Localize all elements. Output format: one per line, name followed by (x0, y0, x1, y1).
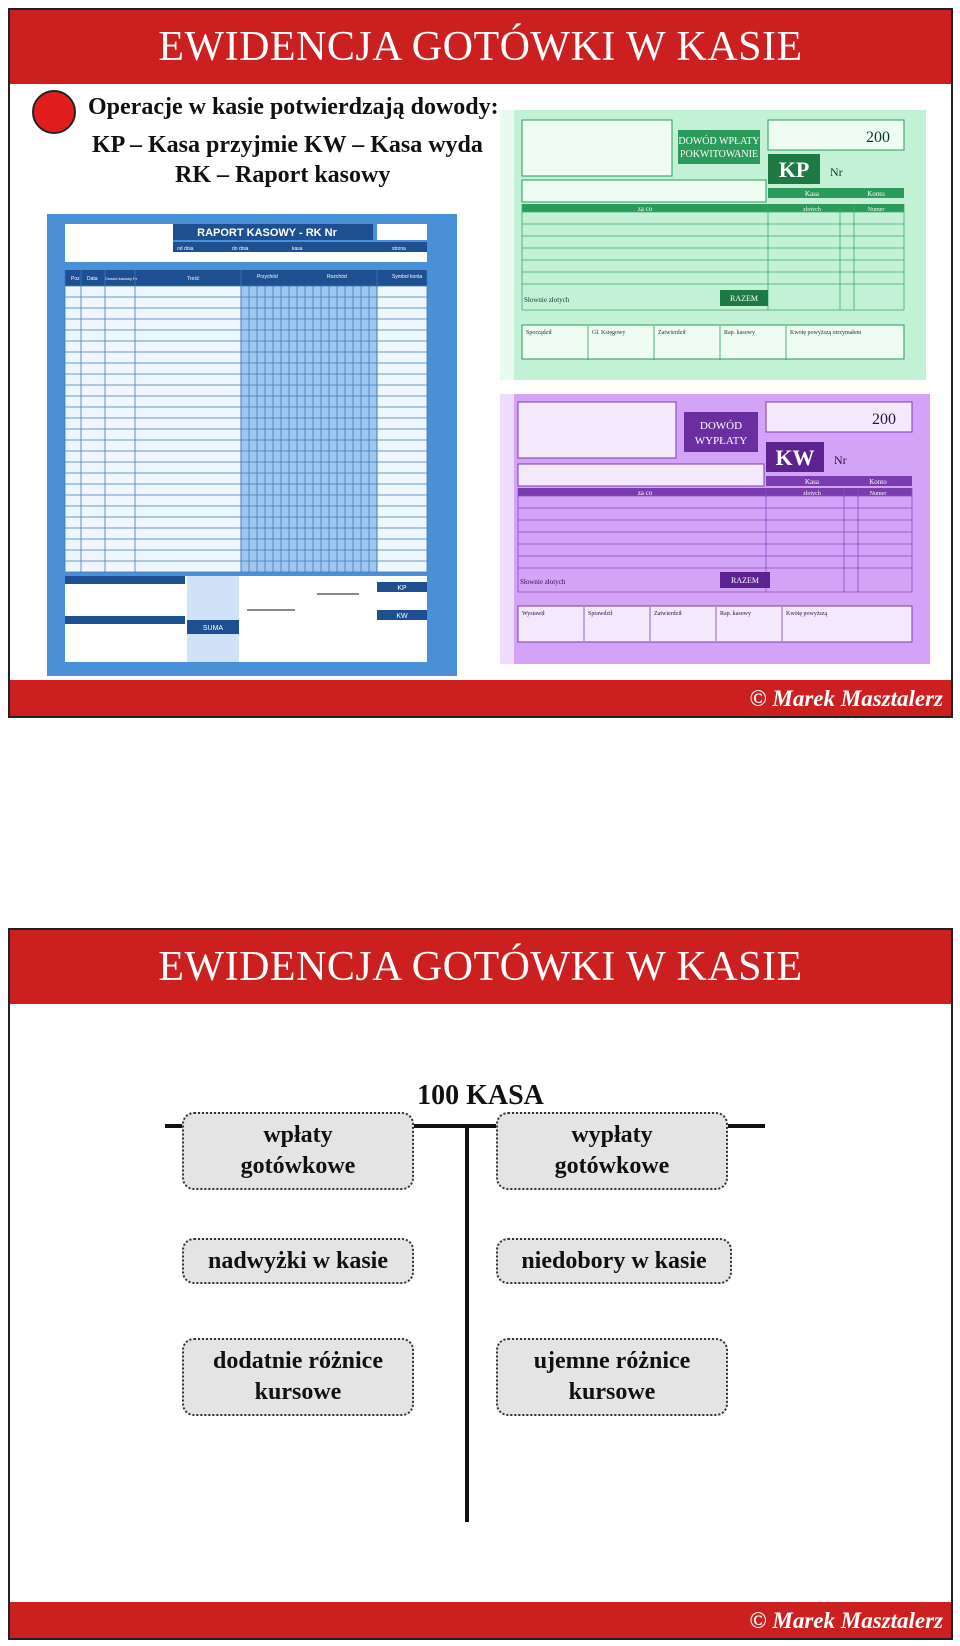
rk-col-6: Symbol konta (392, 274, 423, 280)
slide-title: EWIDENCJA GOTÓWKI W KASIE (10, 930, 951, 1004)
rk-form-title: RAPORT KASOWY - RK Nr (197, 227, 337, 239)
form-footer-label: Sporządził (526, 330, 552, 336)
kp-title-1: DOWÓD WPŁATY (678, 136, 760, 147)
kw-code: KW (775, 445, 815, 470)
right-item-1-line-1: niedobory w kasie (521, 1247, 707, 1274)
kp-col-konto: Konto (867, 190, 885, 198)
kw-col-zaco: za co (637, 489, 653, 497)
footer-copyright (10, 680, 951, 716)
kw-amount: 200 (872, 411, 896, 428)
left-item-cash-surplus (182, 1238, 414, 1284)
slide-1 (8, 8, 953, 718)
rk-col-5: Rozchód (327, 274, 347, 280)
form-footer-label: Zatwierdził (658, 330, 686, 336)
kw-konto-sub: Numer (869, 491, 887, 497)
red-bullet-icon (32, 90, 76, 134)
kp-slownie: Słownie złotych (524, 296, 570, 304)
form-footer-label: Zatwierdził (654, 611, 682, 617)
t-account-vertical-line (465, 1124, 469, 1522)
right-item-0-line-1: wypłaty (571, 1122, 653, 1148)
kp-form-image (500, 110, 926, 380)
form-footer-label: Sprawdził (588, 611, 613, 617)
right-item-2-line-2: kursowe (568, 1379, 656, 1405)
form-footer-label: Rap. kasowy (724, 330, 755, 336)
intro-text: Operacje w kasie potwierdzają dowody: (88, 94, 499, 120)
form-footer-label: Gł. Księgowy (592, 330, 626, 336)
kp-konto-sub: Numer (867, 207, 885, 213)
kp-col-kasa: Kasa (805, 190, 819, 198)
left-item-1-line-1: nadwyżki w kasie (207, 1247, 389, 1274)
right-item-negative-fx-differences (496, 1338, 728, 1416)
rk-kw-label: KW (396, 613, 408, 620)
left-item-cash-deposits (182, 1112, 414, 1190)
kp-col-zaco: za co (637, 205, 653, 213)
form-footer-label: Rap. kasowy (720, 611, 751, 617)
form-footer-label: Wystawił (522, 611, 545, 617)
kp-nr: Nr (830, 165, 843, 179)
kw-title-1: DOWÓD (699, 420, 743, 432)
rk-col-2: Dowód kasowy Nr (105, 276, 138, 281)
left-item-positive-fx-differences (182, 1338, 414, 1416)
kw-razem: RAZEM (731, 576, 759, 585)
left-item-2-line-1: dodatnie różnice (213, 1348, 383, 1374)
form-footer-label: Kwotę powyższą (786, 611, 828, 617)
kw-col-kasa: Kasa (805, 478, 819, 486)
kp-razem: RAZEM (730, 294, 758, 303)
kp-code: KP (778, 157, 810, 182)
rk-form-image (47, 214, 457, 676)
kw-kasa-sub: złotych (803, 491, 821, 497)
left-item-0-line-2: gotówkowe (240, 1153, 356, 1179)
kp-amount: 200 (866, 129, 890, 146)
rk-field-3: strona (392, 246, 406, 252)
rk-col-1: Data (87, 276, 98, 282)
rk-col-4: Przychód (257, 274, 278, 280)
rk-suma-label: SUMA (202, 625, 224, 632)
rk-field-2: kasa (292, 246, 303, 252)
slide-title: EWIDENCJA GOTÓWKI W KASIE (10, 10, 951, 84)
account-title: 100 KASA (417, 1080, 544, 1111)
kw-nr: Nr (834, 453, 847, 467)
right-item-0-line-2: gotówkowe (554, 1153, 670, 1179)
kp-kw-text: KP – Kasa przyjmie KW – Kasa wyda (92, 132, 483, 158)
right-item-cash-withdrawals (496, 1112, 728, 1190)
rk-text: RK – Raport kasowy (175, 162, 391, 188)
form-footer-label: Kwotę powyższą otrzymałem (790, 330, 862, 336)
kw-slownie: Słownie złotych (520, 578, 566, 586)
right-item-2-line-1: ujemne różnice (533, 1348, 691, 1374)
rk-field-0: od dnia (177, 246, 194, 252)
rk-col-0: Poz (71, 276, 80, 282)
kw-form-image (500, 394, 930, 664)
kw-title-2: WYPŁATY (694, 435, 748, 447)
kw-col-konto: Konto (869, 478, 887, 486)
rk-field-1: do dnia (232, 246, 249, 252)
kp-title-2: POKWITOWANIE (679, 149, 759, 160)
right-item-cash-shortage (496, 1238, 732, 1284)
rk-col-3: Treść (187, 276, 200, 282)
kp-kasa-sub: złotych (803, 207, 821, 213)
slide-2 (8, 928, 953, 1640)
footer-copyright (10, 1602, 951, 1638)
footer-text: © Marek Masztalerz (749, 686, 943, 711)
rk-kp-label: KP (397, 585, 407, 592)
left-item-0-line-1: wpłaty (263, 1122, 333, 1148)
footer-text: © Marek Masztalerz (749, 1608, 943, 1633)
left-item-2-line-2: kursowe (254, 1379, 342, 1405)
